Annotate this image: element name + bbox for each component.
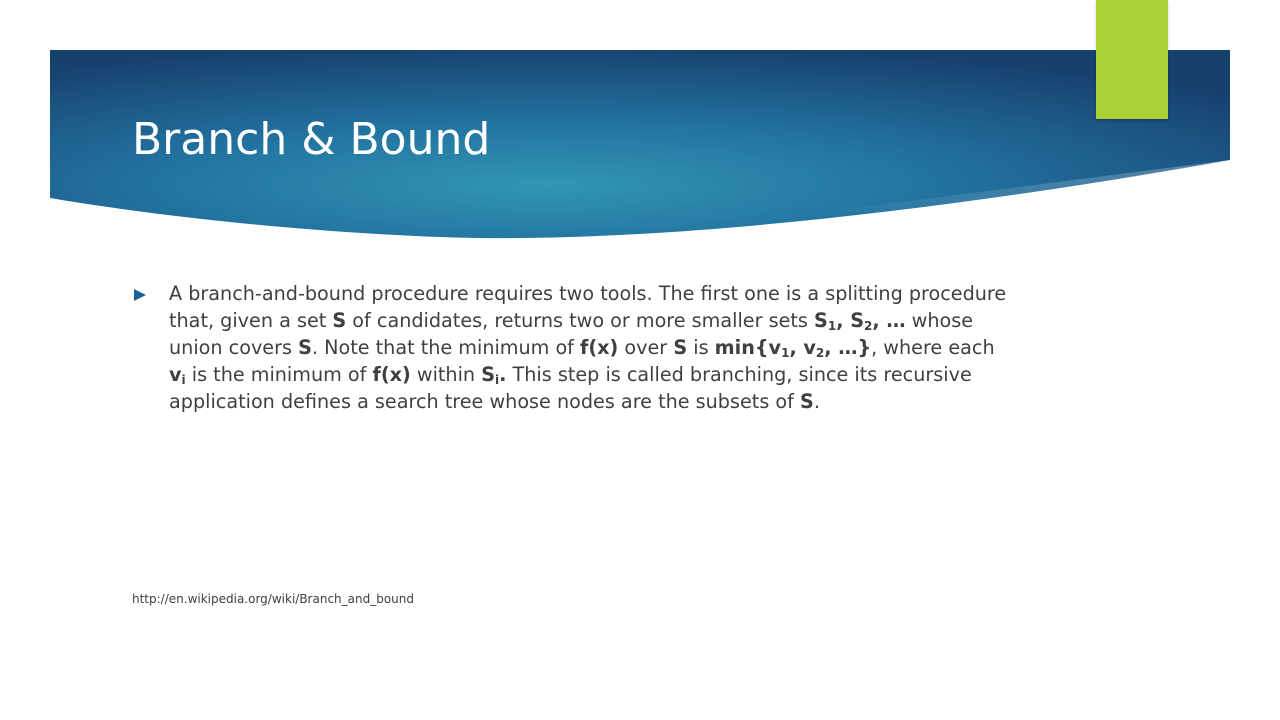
triangle-bullet-icon bbox=[132, 287, 148, 303]
source-link[interactable]: http://en.wikipedia.org/wiki/Branch_and_bound bbox=[132, 592, 415, 606]
bullet-text: A branch-and-bound procedure requires two tools. The first one is a splitting procedure that, given a set S of candidates, returns two or more smaller sets $S_1$, $S_2$, … whose union covers S. Note that the minimum of f(x) over S is $\min\{v_1$, $v_2$, …}, where each $v_i$ is the minimum of f(x) within $S_i$. This step is called branching, since its recursive application defines a search tree whose nodes are the subsets of S. bbox=[169, 282, 1007, 413]
accent-tab bbox=[1096, 0, 1168, 119]
bullet-item bbox=[132, 280, 1012, 415]
slide-title: Branch & Bound bbox=[132, 114, 491, 165]
